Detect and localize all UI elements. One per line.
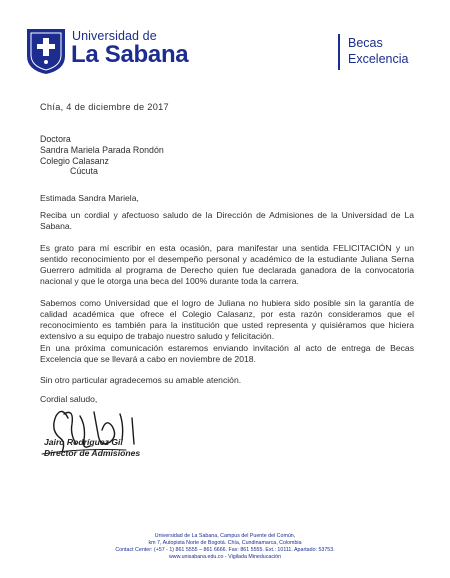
- university-name-line2: La Sabana: [71, 41, 189, 68]
- body-paragraph-4: En una próxima comunicación estaremos enviando invitación al acto de entrega de Becas Excelencia que se llevará a cabo en noviembre de 2018.: [40, 343, 414, 364]
- footer-line-2: km 7, Autopista Norte de Bogotá. Chía, Cundinamarca, Colombia: [148, 540, 302, 547]
- recipient-address: [40, 134, 164, 177]
- letterhead-footer: [75, 533, 375, 561]
- footer-line-1: Universidad de La Sabana, Campus del Puente del Común,: [154, 533, 296, 539]
- body-paragraph-1: Reciba un cordial y afectuoso saludo de la Dirección de Admisiones de la Universidad de La Sabana.: [40, 210, 414, 231]
- footer-line-3: Contact Center: (+57 - 1) 861 5555 – 861 6666. Fax: 861 5555. Ext.: 10111. Apartado: 53753.: [115, 547, 335, 554]
- signer-role: Director de Admisiones: [44, 448, 141, 458]
- recipient-title: Doctora: [40, 134, 71, 144]
- university-seal-icon: [24, 26, 68, 76]
- recipient-institution: Colegio Calasanz: [40, 155, 109, 166]
- footer-line-4: www.unisabana.edu.co - Vigilada Mineducación: [168, 554, 282, 561]
- recipient-name: Sandra Mariela Parada Rondón: [40, 144, 164, 155]
- letter-date: Chía, 4 de diciembre de 2017: [40, 102, 169, 112]
- signer-name: Jairo Rodríguez Gil: [44, 437, 123, 447]
- program-name-line1: Becas: [348, 36, 383, 50]
- program-name-line2: Excelencia: [348, 52, 409, 66]
- body-paragraph-2: Es grato para mí escribir en esta ocasión, para manifestar una sentida FELICITACIÓN y un sentido reconocimiento por el desempeño personal y académico de la estudiante Juliana Serna Guerrero admitida al programa de Derecho quien fue declarada ganadora de la convocatoria nacional y que le otorga una beca del 100% durante toda la carrera.: [40, 243, 414, 286]
- recipient-city: Cúcuta: [70, 166, 98, 177]
- university-name-line1: Universidad de: [72, 29, 157, 43]
- body-paragraph-5: Sin otro particular agradecemos su amable atención.: [40, 375, 242, 385]
- body-paragraph-3: Sabemos como Universidad que el logro de Juliana no hubiera sido posible sin la garantía de calidad académica que ofrece el Colegio Calasanz, por esta razón consideramos que el reconocimiento es también para la institución que usted representa y quisiéramos que hiciera extensivo a su equipo de trabajo nuestro saludo y felicitación.: [40, 298, 414, 341]
- header-divider: [338, 34, 340, 70]
- letter-greeting: Estimada Sandra Mariela,: [40, 193, 139, 203]
- letter-closing: Cordial saludo,: [40, 394, 98, 404]
